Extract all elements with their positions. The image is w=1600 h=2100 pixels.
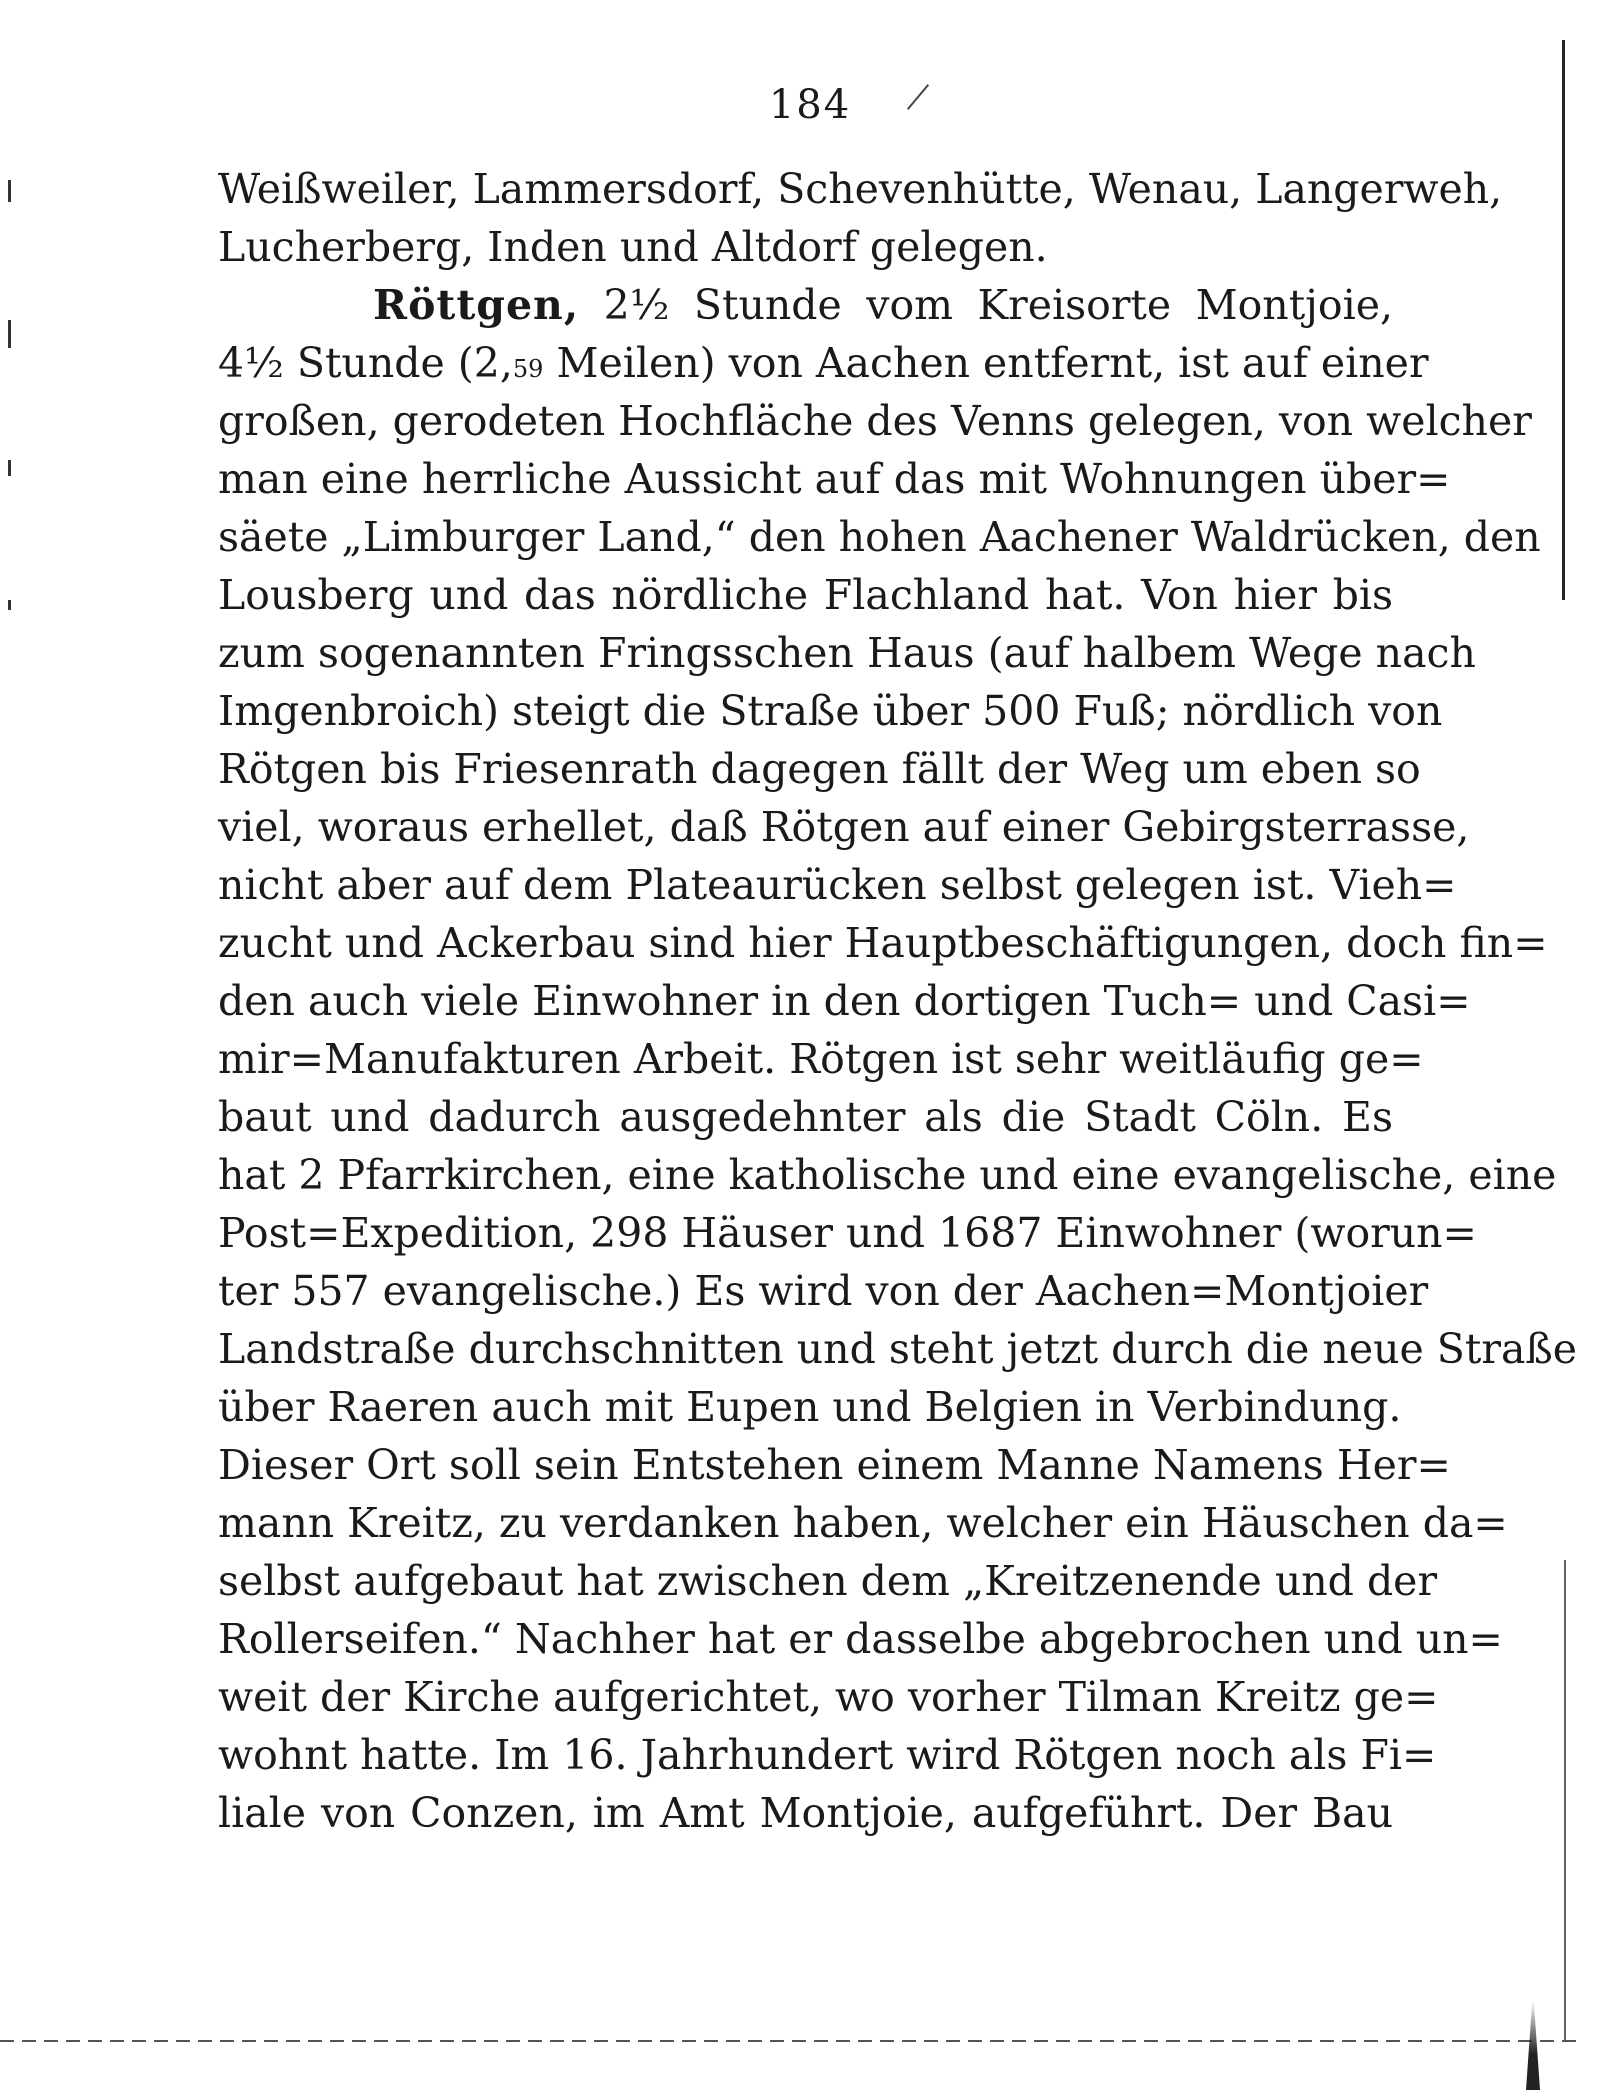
text-line: Weißweiler, Lammersdorf, Schevenhütte, Wenau, Langerweh, (218, 165, 1503, 213)
text-line: weit der Kirche aufgerichtet, wo vorher Tilman Kreitz ge= (218, 1673, 1439, 1721)
text-line: mir=Manufakturen Arbeit. Rötgen ist sehr weitläufig ge= (218, 1035, 1424, 1083)
text-line: nicht aber auf dem Plateaurücken selbst gelegen ist. Vieh= (218, 861, 1457, 909)
left-margin-mark (8, 600, 11, 610)
subscript-digits: 59 (512, 355, 544, 383)
text-line: Dieser Ort soll sein Entstehen einem Manne Namens Her= (218, 1441, 1451, 1489)
text-line: Post=Expedition, 298 Häuser und 1687 Einwohner (worun= (218, 1209, 1477, 1257)
text-line: baut und dadurch ausgedehnter als die Stadt Cöln. Es (218, 1093, 1393, 1141)
text-block (218, 160, 1578, 1842)
place-heading: Röttgen, (373, 281, 580, 329)
text-span: Meilen) von Aachen entfernt, ist auf einer (543, 339, 1429, 387)
text-line: den auch viele Einwohner in den dortigen Tuch= und Casi= (218, 977, 1471, 1025)
text-span: 4½ Stunde (2, (218, 339, 513, 387)
text-line: mann Kreitz, zu verdanken haben, welcher ein Häuschen da= (218, 1499, 1508, 1547)
bottom-spike (1526, 2000, 1540, 2090)
text-line: Rötgen bis Friesenrath dagegen fällt der Weg um eben so (218, 745, 1421, 793)
text-line (218, 334, 1429, 392)
right-page-edge (1562, 40, 1565, 600)
text-line: ter 557 evangelische.) Es wird von der Aachen=Montjoier (218, 1267, 1429, 1315)
text-line: liale von Conzen, im Amt Montjoie, aufgeführt. Der Bau (218, 1789, 1393, 1837)
text-line: wohnt hatte. Im 16. Jahrhundert wird Rötgen noch als Fi= (218, 1731, 1437, 1779)
text-line: großen, gerodeten Hochfläche des Venns gelegen, von welcher (218, 397, 1532, 445)
text-line: Lousberg und das nördliche Flachland hat. Von hier bis (218, 571, 1393, 619)
text-line: hat 2 Pfarrkirchen, eine katholische und eine evangelische, eine (218, 1151, 1557, 1199)
text-line: über Raeren auch mit Eupen und Belgien in Verbindung. (218, 1383, 1402, 1431)
text-line: Landstraße durchschnitten und steht jetzt durch die neue Straße (218, 1325, 1578, 1373)
text-line: selbst aufgebaut hat zwischen dem „Kreitzenende und der (218, 1557, 1438, 1605)
text-line: Imgenbroich) steigt die Straße über 500 Fuß; nördlich von (218, 687, 1443, 735)
text-line: viel, woraus erhellet, daß Rötgen auf einer Gebirgsterrasse, (218, 803, 1470, 851)
text-span: 2½ Stunde vom Kreisorte Montjoie, (603, 281, 1393, 329)
pencil-mark (907, 84, 929, 110)
right-page-edge (1564, 1560, 1566, 2040)
left-margin-mark (8, 180, 11, 202)
text-line (218, 276, 1393, 334)
bottom-rule (0, 2040, 1580, 2042)
text-line: man eine herrliche Aussicht auf das mit Wohnungen über= (218, 455, 1451, 503)
left-margin-mark (8, 320, 11, 348)
text-line: Lucherberg, Inden und Altdorf gelegen. (218, 223, 1048, 271)
page-number: 184 (768, 82, 852, 128)
text-line: säete „Limburger Land,“ den hohen Aachener Waldrücken, den (218, 513, 1541, 561)
text-line: Rollerseifen.“ Nachher hat er dasselbe abgebrochen und un= (218, 1615, 1503, 1663)
text-line: zum sogenannten Fringsschen Haus (auf halbem Wege nach (218, 629, 1476, 677)
text-line: zucht und Ackerbau sind hier Hauptbeschäftigungen, doch fin= (218, 919, 1548, 967)
left-margin-mark (8, 460, 11, 476)
